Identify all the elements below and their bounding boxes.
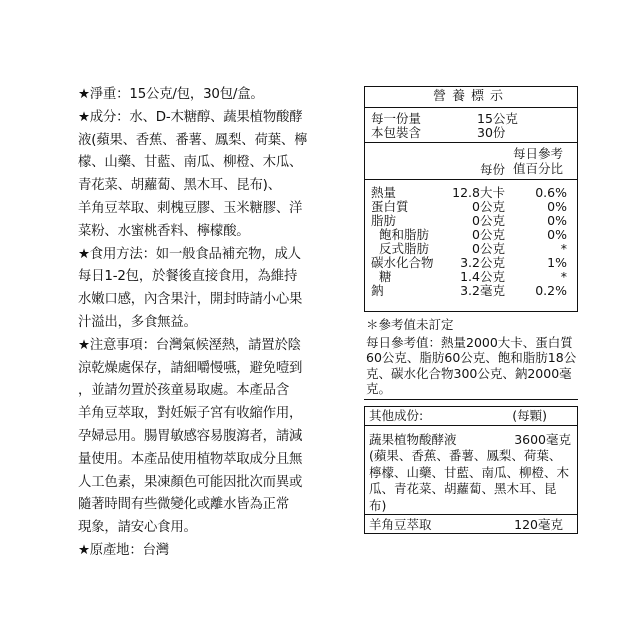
description-line: 青花菜、胡蘿蔔、黑木耳、昆布)、 [78, 178, 281, 194]
description-line: ★食用方法：如一般食品補充物，成人 [78, 246, 301, 262]
description-line: ★淨重：15公克/包，30包/盒。 [78, 87, 264, 102]
ingredient-row: 蔬果植物酸酵液 3600毫克 [369, 432, 571, 447]
description-line: 涼乾燥處保存，請細嚼慢嚥，避免噎到 [78, 360, 303, 376]
description-line: 羊角豆萃取，對妊娠子宮有收縮作用， [78, 406, 303, 422]
other-ingredients-label: 其他成份: [369, 408, 424, 423]
description-line: 檬、山藥、甘藍、南瓜、柳橙、木瓜、 [78, 155, 303, 171]
description-line: 人工色素，果凍顏色可能因批次而異或 [78, 474, 303, 490]
nutrient-row: 糖 1.4公克 * [371, 269, 567, 284]
description-line: 羊角豆萃取、刺槐豆膠、玉米糖膠、洋 [78, 200, 303, 216]
nutrient-row: 蛋白質 0公克 0% [371, 199, 567, 214]
daily-reference-values: 每日參考值：熱量2000大卡、蛋白質60公克、脂肪60公克、飽和脂肪18公克、碳水化合物300公克、鈉2000毫克。 [364, 335, 578, 400]
nutrient-row: 飽和脂肪 0公克 0% [371, 227, 567, 242]
nutrient-row: 脂肪 0公克 0% [371, 213, 567, 228]
description-line: 汁溢出，多食無益。 [78, 314, 197, 330]
per-piece-label: (每顆) [512, 408, 547, 423]
nutrition-title: 營養標示 [365, 87, 577, 108]
description-line: ★注意事項：台灣氣候溼熱，請置於陰 [78, 337, 301, 353]
product-description [78, 84, 354, 563]
description-line: 菜粉、水蜜桃香料、檸檬酸。 [78, 223, 250, 239]
nutrient-row: 熱量 12.8大卡 0.6% [371, 185, 567, 200]
description-line: 每日1-2包，於餐後直接食用，為維持 [78, 269, 298, 285]
ingredient-description: (蘋果、香蕉、番薯、鳳梨、荷葉、檸檬、山藥、甘藍、南瓜、柳橙、木瓜、青花菜、胡蘿蔔、黑木耳、昆布) [365, 447, 577, 515]
other-ingredients-table [364, 406, 578, 534]
nutrition-facts-table [364, 86, 578, 312]
description-line: ，並請勿置於孩童易取處。本產品含 [78, 383, 290, 399]
serving-size-label: 每一份量 [371, 111, 422, 126]
servings-per-pack-value: 30份 [477, 125, 506, 140]
nutrition-notes [364, 317, 578, 400]
nutrient-row: 鈉 3.2毫克 0.2% [371, 283, 567, 298]
description-line: 液(蘋果、香蕉、番薯、鳳梨、荷葉、檸 [78, 132, 308, 148]
other-ingredients-header [365, 407, 577, 426]
description-line: 水嫩口感，內含果汁，開封時請小心果 [78, 292, 303, 308]
description-line: 孕婦忌用。腸胃敏感容易腹瀉者，請減 [78, 428, 303, 444]
description-line: 量使用。本產品使用植物萃取成分且無 [78, 451, 303, 467]
description-line: ★原產地：台灣 [78, 542, 169, 558]
servings-per-pack-label: 本包裝含 [371, 125, 422, 140]
serving-info [365, 108, 577, 143]
nutrition-column-header [365, 143, 577, 180]
serving-size-value: 15公克 [477, 111, 518, 126]
nutrient-rows [365, 180, 577, 298]
reference-note: ＊參考值未訂定 [366, 317, 454, 332]
description-line: ★成分：水、D-木糖醇、蔬果植物酸酵 [78, 109, 303, 125]
nutrient-row: 反式脂肪 0公克 * [371, 241, 567, 256]
ingredient-row: 羊角豆萃取 120毫克 [369, 517, 563, 532]
description-line: 隨著時間有些微變化或離水皆為正常 [78, 497, 290, 513]
per-serving-header: 每份 [479, 162, 505, 177]
nutrient-row: 碳水化合物 3.2公克 1% [371, 255, 567, 270]
daily-value-header: 每日參考 值百分比 [512, 146, 563, 176]
description-line: 現象，請安心食用。 [78, 520, 197, 536]
